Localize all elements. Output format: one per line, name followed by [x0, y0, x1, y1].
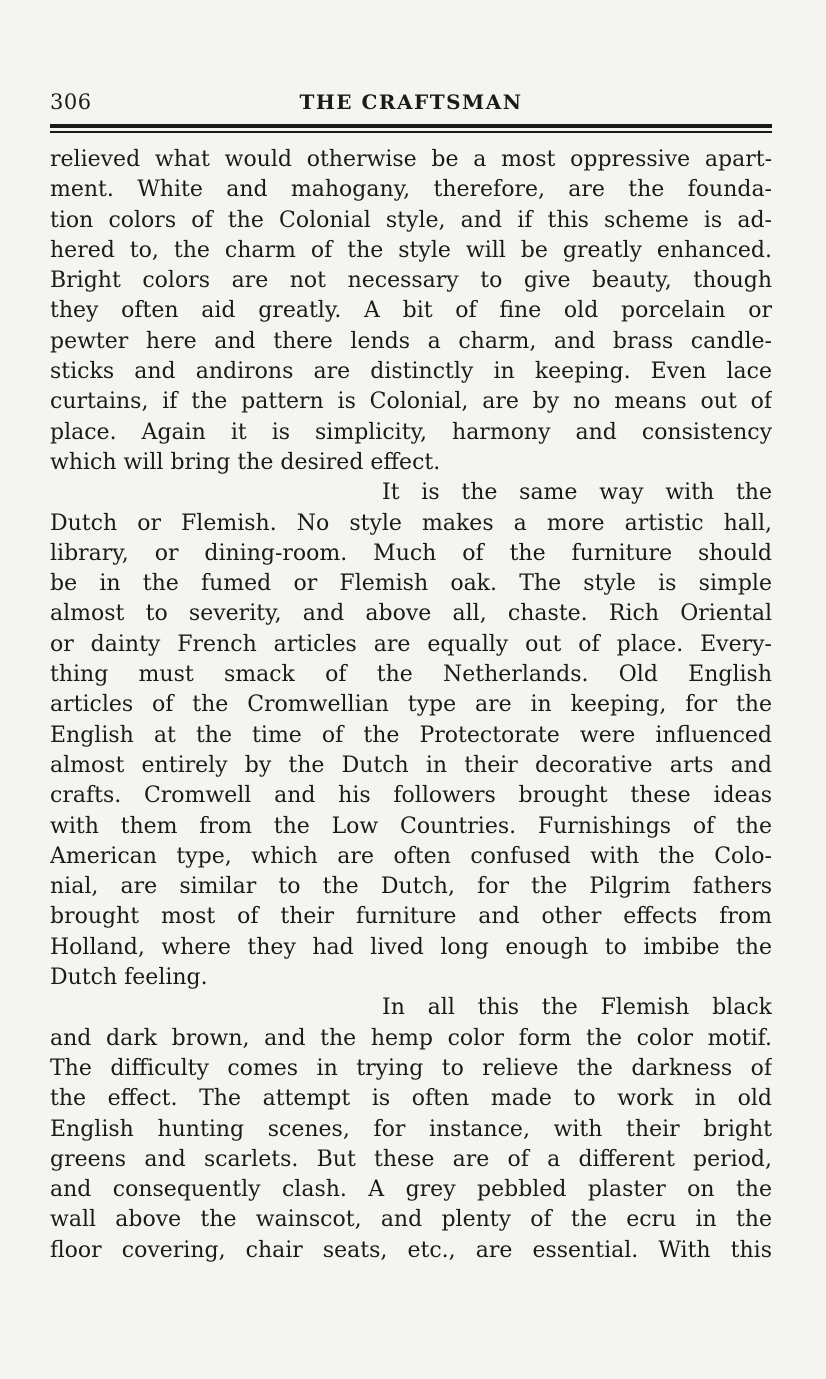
text-line: they often aid greatly. A bit of fine old porcelain or	[50, 298, 772, 324]
text-line: and consequently clash. A grey pebbled plaster on the	[50, 1177, 772, 1203]
text-line: In all this the Flemish black	[382, 995, 772, 1021]
text-line: brought most of their furniture and other effects from	[50, 904, 772, 930]
text-line: almost to severity, and above all, chaste. Rich Oriental	[50, 601, 772, 627]
text-line: crafts. Cromwell and his followers brought these ideas	[50, 783, 772, 809]
text-line: floor covering, chair seats, etc., are essential. With this	[50, 1237, 772, 1263]
page-number: 306	[50, 90, 92, 114]
text-line: or dainty French articles are equally out of place. Every-	[50, 631, 772, 657]
running-title: THE CRAFTSMAN	[299, 90, 523, 114]
text-line: nial, are similar to the Dutch, for the Pilgrim fathers	[50, 874, 772, 900]
text-line: place. Again it is simplicity, harmony and consistency	[50, 419, 772, 445]
text-line: which will bring the desired effect.	[50, 449, 441, 475]
text-line: curtains, if the pattern is Colonial, are by no means out of	[50, 389, 772, 415]
text-line: ment. White and mahogany, therefore, are the founda-	[50, 177, 772, 203]
text-line: and dark brown, and the hemp color form the color motif.	[50, 1025, 772, 1051]
text-line: English hunting scenes, for instance, with their bright	[50, 1116, 772, 1142]
text-line: Bright colors are not necessary to give beauty, though	[50, 268, 772, 294]
text-line: Dutch feeling.	[50, 965, 208, 991]
text-line: with them from the Low Countries. Furnishings of the	[50, 813, 772, 839]
text-line: be in the fumed or Flemish oak. The style is simple	[50, 571, 772, 597]
text-line: greens and scarlets. But these are of a different period,	[50, 1146, 772, 1172]
text-line: pewter here and there lends a charm, and brass candle-	[50, 328, 772, 354]
body-text	[50, 145, 772, 1266]
text-line: American type, which are often confused with the Colo-	[50, 843, 772, 869]
text-line: the effect. The attempt is often made to work in old	[50, 1086, 772, 1112]
text-line: tion colors of the Colonial style, and if this scheme is ad-	[50, 207, 772, 233]
page-header	[50, 88, 772, 120]
text-line: relieved what would otherwise be a most oppressive apart-	[50, 147, 772, 172]
text-line: Holland, where they had lived long enough to imbibe the	[50, 934, 772, 960]
header-rule-thin	[50, 131, 772, 133]
text-line: The difficulty comes in trying to relieve the darkness of	[50, 1055, 772, 1081]
header-rule-thick	[50, 124, 772, 128]
text-line: articles of the Cromwellian type are in keeping, for the	[50, 692, 772, 718]
text-line: English at the time of the Protectorate were influenced	[50, 722, 772, 748]
text-line: almost entirely by the Dutch in their decorative arts and	[50, 752, 772, 778]
text-line: hered to, the charm of the style will be greatly enhanced.	[50, 237, 772, 263]
text-line: sticks and andirons are distinctly in keeping. Even lace	[50, 359, 772, 385]
text-line: Dutch or Flemish. No style makes a more artistic hall,	[50, 510, 772, 536]
text-line: library, or dining-room. Much of the furniture should	[50, 540, 772, 566]
text-line: thing must smack of the Netherlands. Old English	[50, 662, 772, 688]
text-line: It is the same way with the	[382, 480, 772, 506]
text-line: wall above the wainscot, and plenty of the ecru in the	[50, 1207, 772, 1233]
